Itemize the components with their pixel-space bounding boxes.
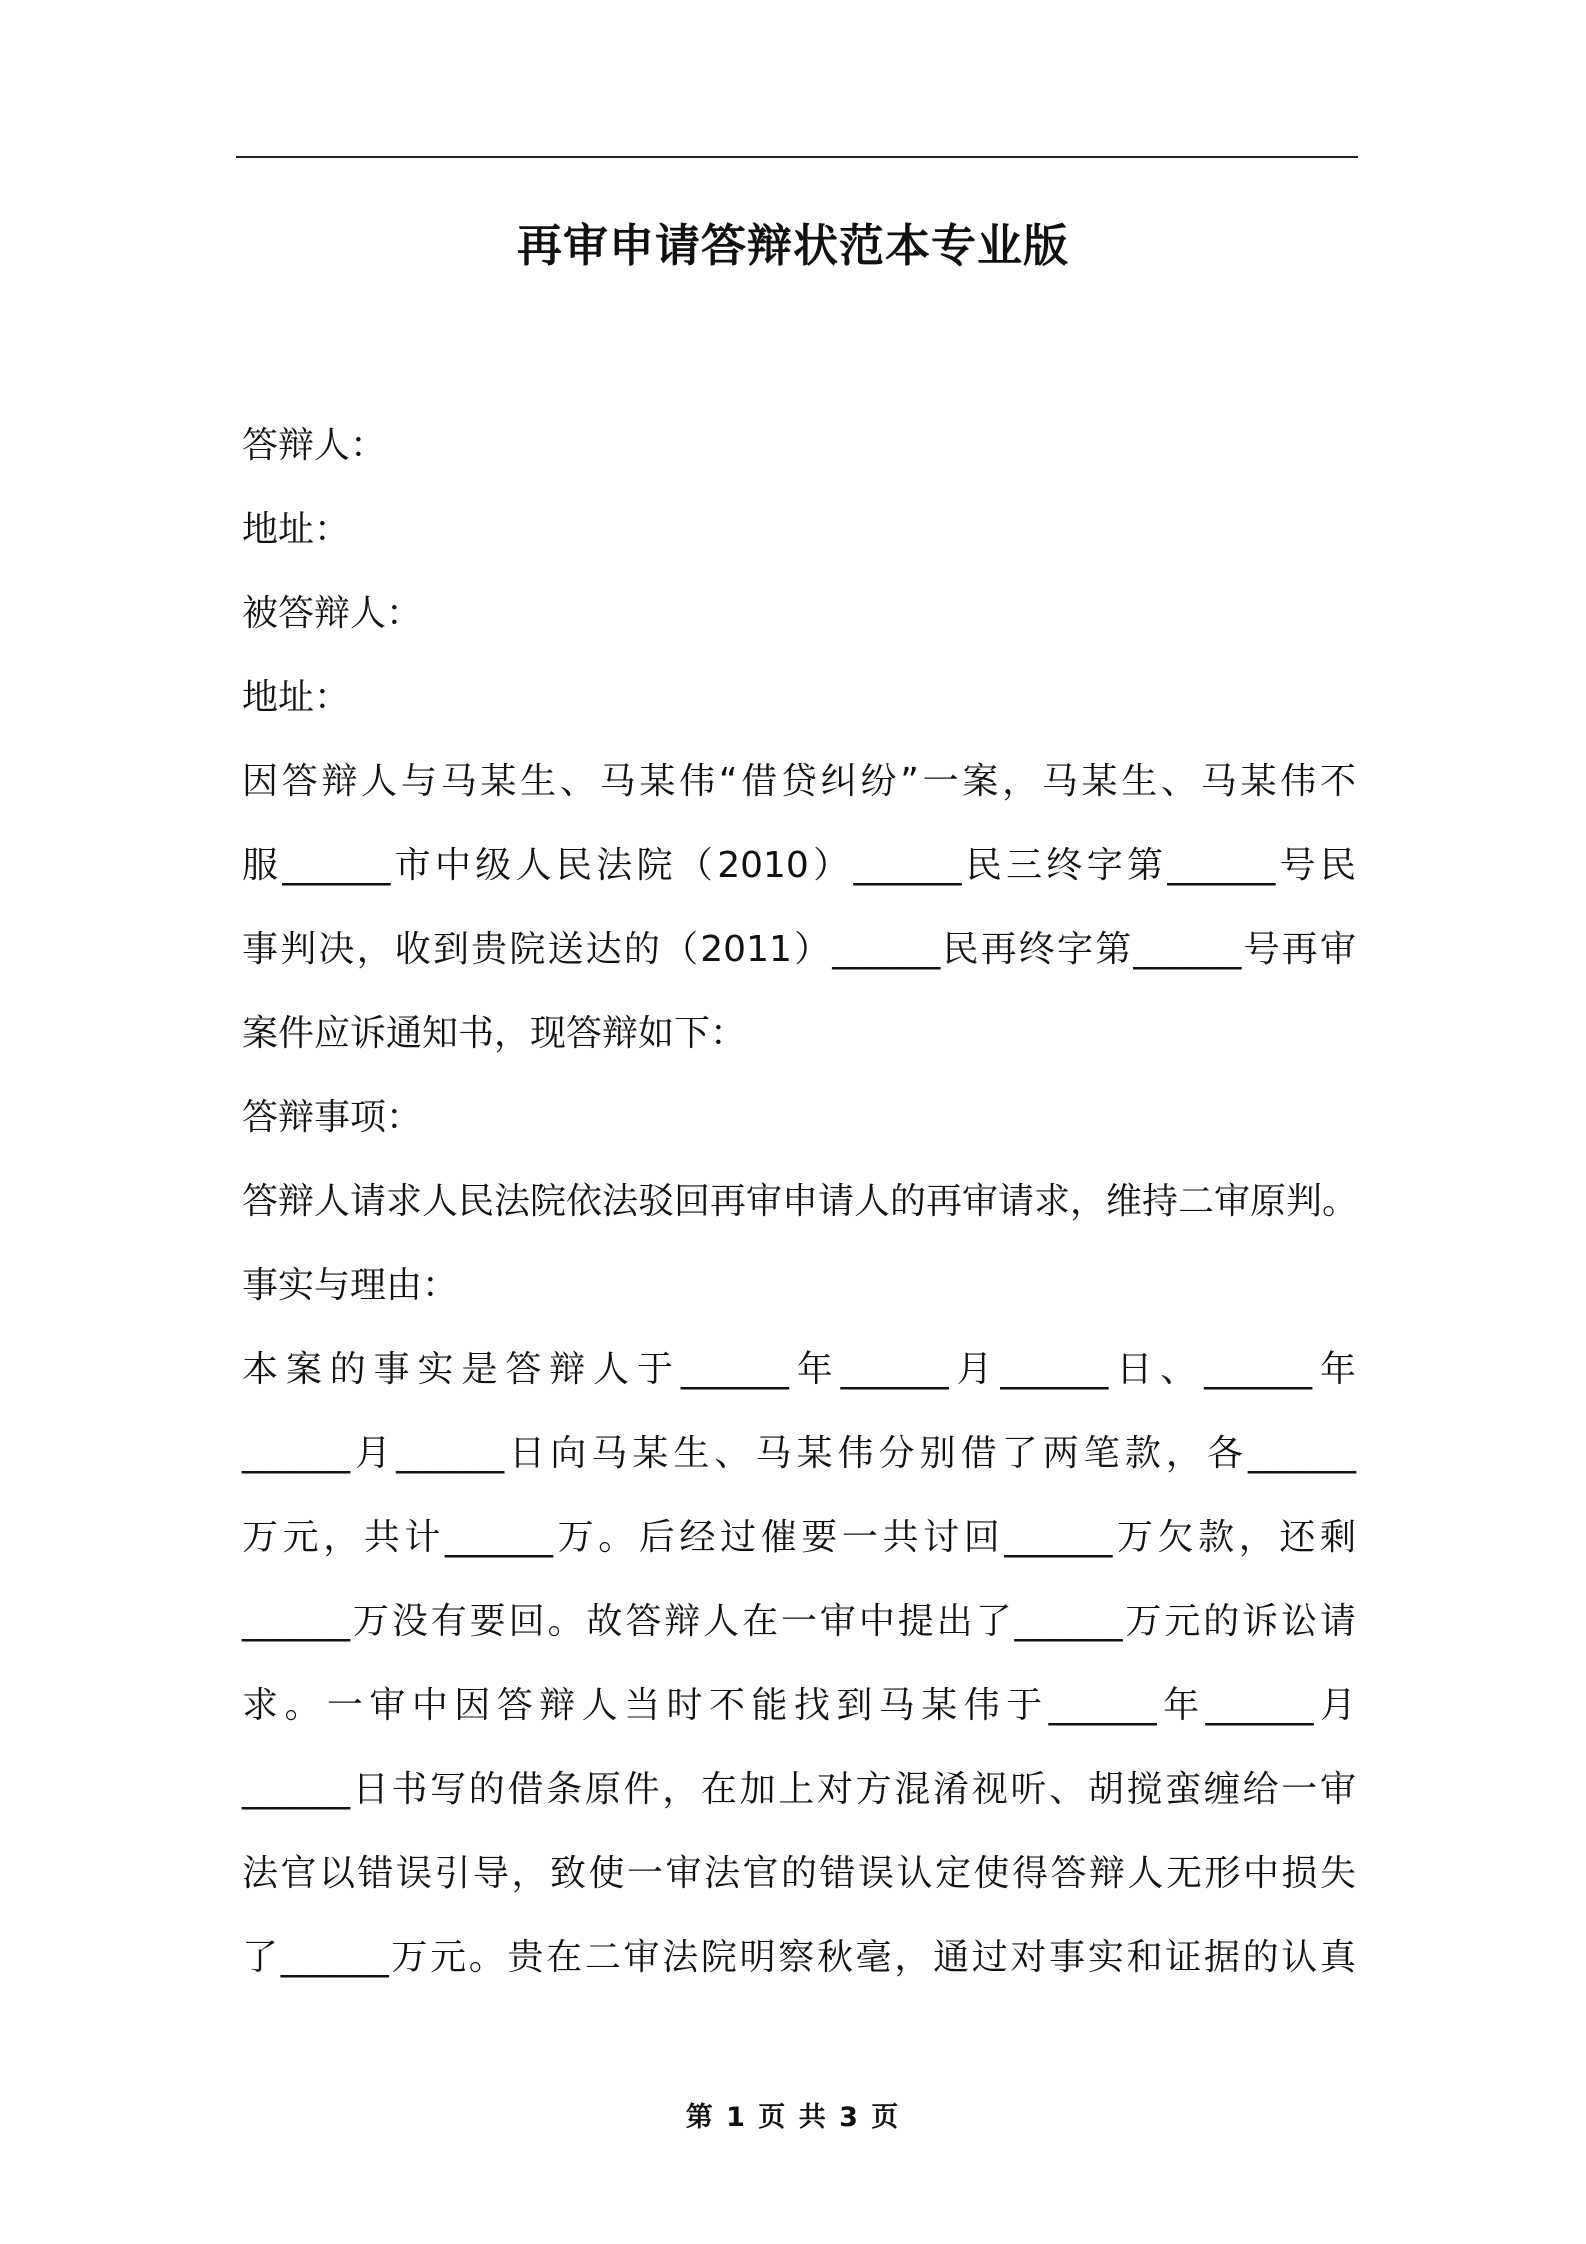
paragraph-line: ______月______日向马某生、马某伟分别借了两笔款，各______ [242, 1433, 1356, 1474]
page-number: 第 1 页 共 3 页 [685, 2102, 901, 2133]
paragraph-line: 因答辩人与马某生、马某伟“借贷纠纷”一案，马某生、马某伟不 [242, 761, 1356, 802]
applicant-address-line: 地址： [242, 677, 351, 718]
paragraph-line: 事判决，收到贵院送达的（2011）______民再终字第______号再审 [242, 929, 1356, 970]
paragraph-line: ______万没有要回。故答辩人在一审中提出了______万元的诉讼请 [242, 1601, 1356, 1642]
header-divider [236, 156, 1358, 158]
paragraph-line: 案件应诉通知书，现答辩如下： [242, 1013, 747, 1054]
paragraph-line: 本案的事实是答辩人于______年______月______日、______年 [242, 1349, 1356, 1390]
paragraph-line: 求。一审中因答辩人当时不能找到马某伟于______年______月 [242, 1685, 1356, 1726]
respondent-line: 答辩人： [242, 425, 387, 466]
paragraph-line: 了______万元。贵在二审法院明察秋毫，通过对事实和证据的认真 [242, 1937, 1356, 1978]
applicant-line: 被答辩人： [242, 593, 423, 634]
section-heading: 答辩事项： [242, 1097, 423, 1138]
document-title: 再审申请答辩状范本专业版 [516, 219, 1069, 272]
paragraph-line: 答辩人请求人民法院依法驳回再审申请人的再审请求，维持二审原判。 [242, 1181, 1359, 1222]
section-heading: 事实与理由： [242, 1265, 459, 1306]
paragraph-line: 服______市中级人民法院（2010）______民三终字第______号民 [242, 845, 1356, 886]
respondent-address-line: 地址： [242, 509, 351, 550]
document-body [242, 404, 1382, 2000]
paragraph-line: 万元，共计______万。后经过催要一共讨回______万欠款，还剩 [242, 1517, 1356, 1558]
paragraph-line: 法官以错误引导，致使一审法官的错误认定使得答辩人无形中损失 [242, 1853, 1356, 1894]
paragraph-line: ______日书写的借条原件，在加上对方混淆视听、胡搅蛮缠给一审 [242, 1769, 1356, 1810]
